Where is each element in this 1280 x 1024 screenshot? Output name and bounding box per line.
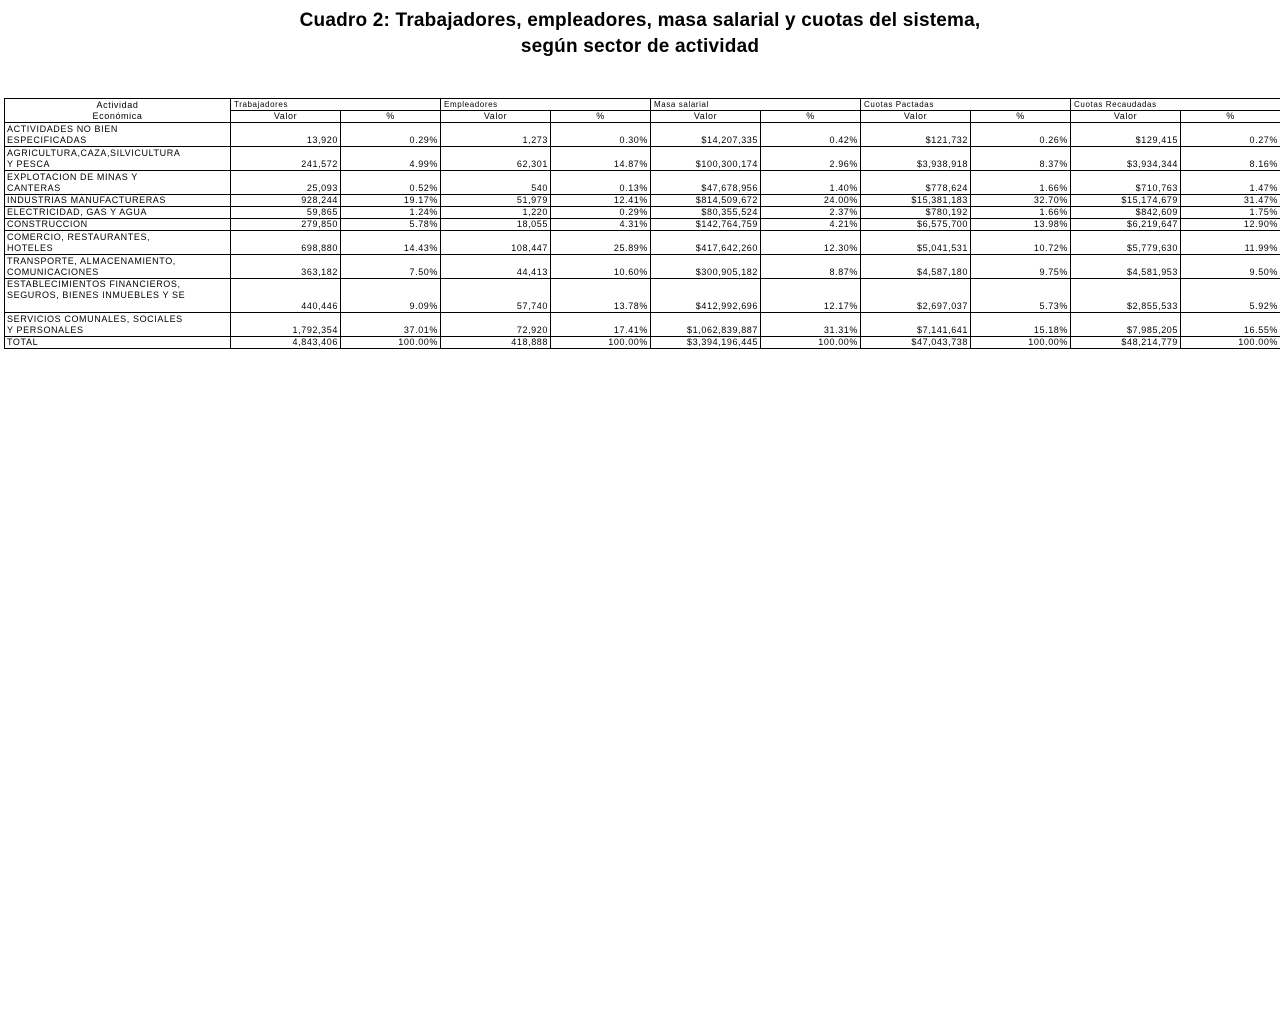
row-label <box>5 337 231 349</box>
cell-value: 13.98% <box>971 219 1071 231</box>
row-label-line1: ESTABLECIMIENTOS FINANCIEROS, <box>7 279 181 289</box>
subheader-masa-valor: Valor <box>651 111 761 123</box>
row-label-line1: ELECTRICIDAD, GAS Y AGUA <box>7 207 148 217</box>
subheader-empleadores-valor: Valor <box>441 111 551 123</box>
row-label-line2: SEGUROS, BIENES INMUEBLES Y SE <box>7 290 186 300</box>
cell-value: 57,740 <box>441 279 551 313</box>
table-group-header-row <box>5 99 1280 111</box>
row-label-line1: TRANSPORTE, ALMACENAMIENTO, <box>7 256 176 266</box>
row-label <box>5 207 231 219</box>
cell-value: 440,446 <box>231 279 341 313</box>
table-row <box>5 207 1280 219</box>
cell-value: $47,043,738 <box>861 337 971 349</box>
table-row <box>5 147 1280 171</box>
cell-value: $48,214,779 <box>1071 337 1181 349</box>
row-label <box>5 231 231 255</box>
cell-value: $6,219,647 <box>1071 219 1181 231</box>
row-label-line2: Y PERSONALES <box>7 325 84 335</box>
cell-value: 0.52% <box>341 171 441 195</box>
row-label-line1: TOTAL <box>7 337 39 347</box>
cell-value: $417,642,260 <box>651 231 761 255</box>
data-table-container <box>4 98 1279 349</box>
corner-header-cell <box>5 99 231 123</box>
cell-value: $3,934,344 <box>1071 147 1181 171</box>
cell-value: $129,415 <box>1071 123 1181 147</box>
cell-value: 7.50% <box>341 255 441 279</box>
row-label-line1: CONSTRUCCION <box>7 219 88 229</box>
cell-value: 15.18% <box>971 313 1071 337</box>
cell-value: 12.17% <box>761 279 861 313</box>
cell-value: 1.75% <box>1181 207 1280 219</box>
cell-value: 0.26% <box>971 123 1071 147</box>
cell-value: $780,192 <box>861 207 971 219</box>
cell-value: 698,880 <box>231 231 341 255</box>
table-total-row <box>5 337 1280 349</box>
cell-value: 540 <box>441 171 551 195</box>
cell-value: 12.41% <box>551 195 651 207</box>
group-header-cuotas-recaudadas: Cuotas Recaudadas <box>1071 99 1280 111</box>
table-row <box>5 123 1280 147</box>
cell-value: $80,355,524 <box>651 207 761 219</box>
row-label-line1: EXPLOTACION DE MINAS Y <box>7 172 138 182</box>
cell-value: 9.75% <box>971 255 1071 279</box>
cell-value: 928,244 <box>231 195 341 207</box>
subheader-empleadores-pct: % <box>551 111 651 123</box>
cell-value: 31.31% <box>761 313 861 337</box>
cell-value: 5.78% <box>341 219 441 231</box>
table-row <box>5 313 1280 337</box>
row-label-line2: CANTERAS <box>7 183 61 193</box>
cell-value: $4,581,953 <box>1071 255 1181 279</box>
cell-value: 0.29% <box>551 207 651 219</box>
cell-value: $814,509,672 <box>651 195 761 207</box>
cell-value: 9.09% <box>341 279 441 313</box>
cell-value: $2,855,533 <box>1071 279 1181 313</box>
table-row <box>5 219 1280 231</box>
cell-value: 0.29% <box>341 123 441 147</box>
row-label-line2: ESPECIFICADAS <box>7 135 87 145</box>
cell-value: $100,300,174 <box>651 147 761 171</box>
row-label <box>5 123 231 147</box>
cell-value: 72,920 <box>441 313 551 337</box>
cell-value: $7,141,641 <box>861 313 971 337</box>
cell-value: 4.99% <box>341 147 441 171</box>
cell-value: $412,992,696 <box>651 279 761 313</box>
cell-value: 37.01% <box>341 313 441 337</box>
group-header-trabajadores: Trabajadores <box>231 99 441 111</box>
table-row <box>5 279 1280 313</box>
cell-value: $778,624 <box>861 171 971 195</box>
cell-value: $842,609 <box>1071 207 1181 219</box>
cell-value: $47,678,956 <box>651 171 761 195</box>
cell-value: $5,041,531 <box>861 231 971 255</box>
row-label <box>5 255 231 279</box>
row-label <box>5 147 231 171</box>
row-label-line1: SERVICIOS COMUNALES, SOCIALES <box>7 314 183 324</box>
cell-value: 2.37% <box>761 207 861 219</box>
row-label <box>5 195 231 207</box>
cell-value: 19.17% <box>341 195 441 207</box>
row-label-line2: HOTELES <box>7 243 54 253</box>
cell-value: 10.72% <box>971 231 1071 255</box>
cell-value: 1,792,354 <box>231 313 341 337</box>
cell-value: 2.96% <box>761 147 861 171</box>
cell-value: 100.00% <box>551 337 651 349</box>
cell-value: 17.41% <box>551 313 651 337</box>
activity-statistics-table <box>4 98 1280 349</box>
cell-value: 279,850 <box>231 219 341 231</box>
cell-value: 1.24% <box>341 207 441 219</box>
cell-value: $3,394,196,445 <box>651 337 761 349</box>
corner-header-line2: Económica <box>92 111 143 121</box>
cell-value: $142,764,759 <box>651 219 761 231</box>
cell-value: 32.70% <box>971 195 1071 207</box>
cell-value: 24.00% <box>761 195 861 207</box>
cell-value: 0.30% <box>551 123 651 147</box>
cell-value: 31.47% <box>1181 195 1280 207</box>
subheader-recaudadas-valor: Valor <box>1071 111 1181 123</box>
row-label-line2: Y PESCA <box>7 159 51 169</box>
cell-value: 1,273 <box>441 123 551 147</box>
subheader-masa-pct: % <box>761 111 861 123</box>
table-row <box>5 255 1280 279</box>
subheader-trabajadores-pct: % <box>341 111 441 123</box>
cell-value: 241,572 <box>231 147 341 171</box>
cell-value: 62,301 <box>441 147 551 171</box>
cell-value: 100.00% <box>1181 337 1280 349</box>
cell-value: 100.00% <box>971 337 1071 349</box>
cell-value: $6,575,700 <box>861 219 971 231</box>
row-label-line1: ACTIVIDADES NO BIEN <box>7 124 118 134</box>
cell-value: 1.47% <box>1181 171 1280 195</box>
table-row <box>5 231 1280 255</box>
row-label-line1: COMERCIO, RESTAURANTES, <box>7 232 151 242</box>
cell-value: 8.87% <box>761 255 861 279</box>
corner-header-line1: Actividad <box>96 100 139 110</box>
page-title <box>0 8 1280 60</box>
cell-value: 25,093 <box>231 171 341 195</box>
page-title-line2: según sector de actividad <box>520 36 760 57</box>
cell-value: 5.92% <box>1181 279 1280 313</box>
table-row <box>5 195 1280 207</box>
cell-value: 25.89% <box>551 231 651 255</box>
subheader-recaudadas-pct: % <box>1181 111 1280 123</box>
cell-value: $15,381,183 <box>861 195 971 207</box>
row-label-line1: AGRICULTURA,CAZA,SILVICULTURA <box>7 148 181 158</box>
cell-value: $710,763 <box>1071 171 1181 195</box>
table-row <box>5 171 1280 195</box>
cell-value: 10.60% <box>551 255 651 279</box>
cell-value: $1,062,839,887 <box>651 313 761 337</box>
cell-value: 13,920 <box>231 123 341 147</box>
page-title-line1: Cuadro 2: Trabajadores, empleadores, masa salarial y cuotas del sistema, <box>299 10 981 31</box>
cell-value: 363,182 <box>231 255 341 279</box>
cell-value: $14,207,335 <box>651 123 761 147</box>
cell-value: 8.16% <box>1181 147 1280 171</box>
cell-value: $15,174,679 <box>1071 195 1181 207</box>
row-label <box>5 219 231 231</box>
cell-value: 100.00% <box>341 337 441 349</box>
cell-value: 1.66% <box>971 171 1071 195</box>
cell-value: $5,779,630 <box>1071 231 1181 255</box>
cell-value: 1,220 <box>441 207 551 219</box>
row-label <box>5 313 231 337</box>
subheader-pactadas-valor: Valor <box>861 111 971 123</box>
cell-value: $121,732 <box>861 123 971 147</box>
cell-value: 14.43% <box>341 231 441 255</box>
group-header-masa-salarial: Masa salarial <box>651 99 861 111</box>
cell-value: 18,055 <box>441 219 551 231</box>
cell-value: 1.40% <box>761 171 861 195</box>
cell-value: 44,413 <box>441 255 551 279</box>
cell-value: $4,587,180 <box>861 255 971 279</box>
cell-value: 8.37% <box>971 147 1071 171</box>
cell-value: 0.13% <box>551 171 651 195</box>
cell-value: 16.55% <box>1181 313 1280 337</box>
cell-value: 11.99% <box>1181 231 1280 255</box>
row-label-line2: COMUNICACIONES <box>7 267 99 277</box>
cell-value: 4,843,406 <box>231 337 341 349</box>
cell-value: 12.30% <box>761 231 861 255</box>
row-label <box>5 171 231 195</box>
cell-value: 0.27% <box>1181 123 1280 147</box>
cell-value: $300,905,182 <box>651 255 761 279</box>
cell-value: 4.21% <box>761 219 861 231</box>
cell-value: 12.90% <box>1181 219 1280 231</box>
cell-value: 108,447 <box>441 231 551 255</box>
cell-value: 418,888 <box>441 337 551 349</box>
group-header-empleadores: Empleadores <box>441 99 651 111</box>
subheader-trabajadores-valor: Valor <box>231 111 341 123</box>
cell-value: $3,938,918 <box>861 147 971 171</box>
row-label <box>5 279 231 313</box>
row-label-line1: INDUSTRIAS MANUFACTURERAS <box>7 195 167 205</box>
cell-value: $7,985,205 <box>1071 313 1181 337</box>
cell-value: 100.00% <box>761 337 861 349</box>
cell-value: 4.31% <box>551 219 651 231</box>
cell-value: 51,979 <box>441 195 551 207</box>
cell-value: 59,865 <box>231 207 341 219</box>
cell-value: 1.66% <box>971 207 1071 219</box>
cell-value: 5.73% <box>971 279 1071 313</box>
group-header-cuotas-pactadas: Cuotas Pactadas <box>861 99 1071 111</box>
cell-value: $2,697,037 <box>861 279 971 313</box>
cell-value: 14.87% <box>551 147 651 171</box>
cell-value: 9.50% <box>1181 255 1280 279</box>
cell-value: 0.42% <box>761 123 861 147</box>
subheader-pactadas-pct: % <box>971 111 1071 123</box>
cell-value: 13.78% <box>551 279 651 313</box>
